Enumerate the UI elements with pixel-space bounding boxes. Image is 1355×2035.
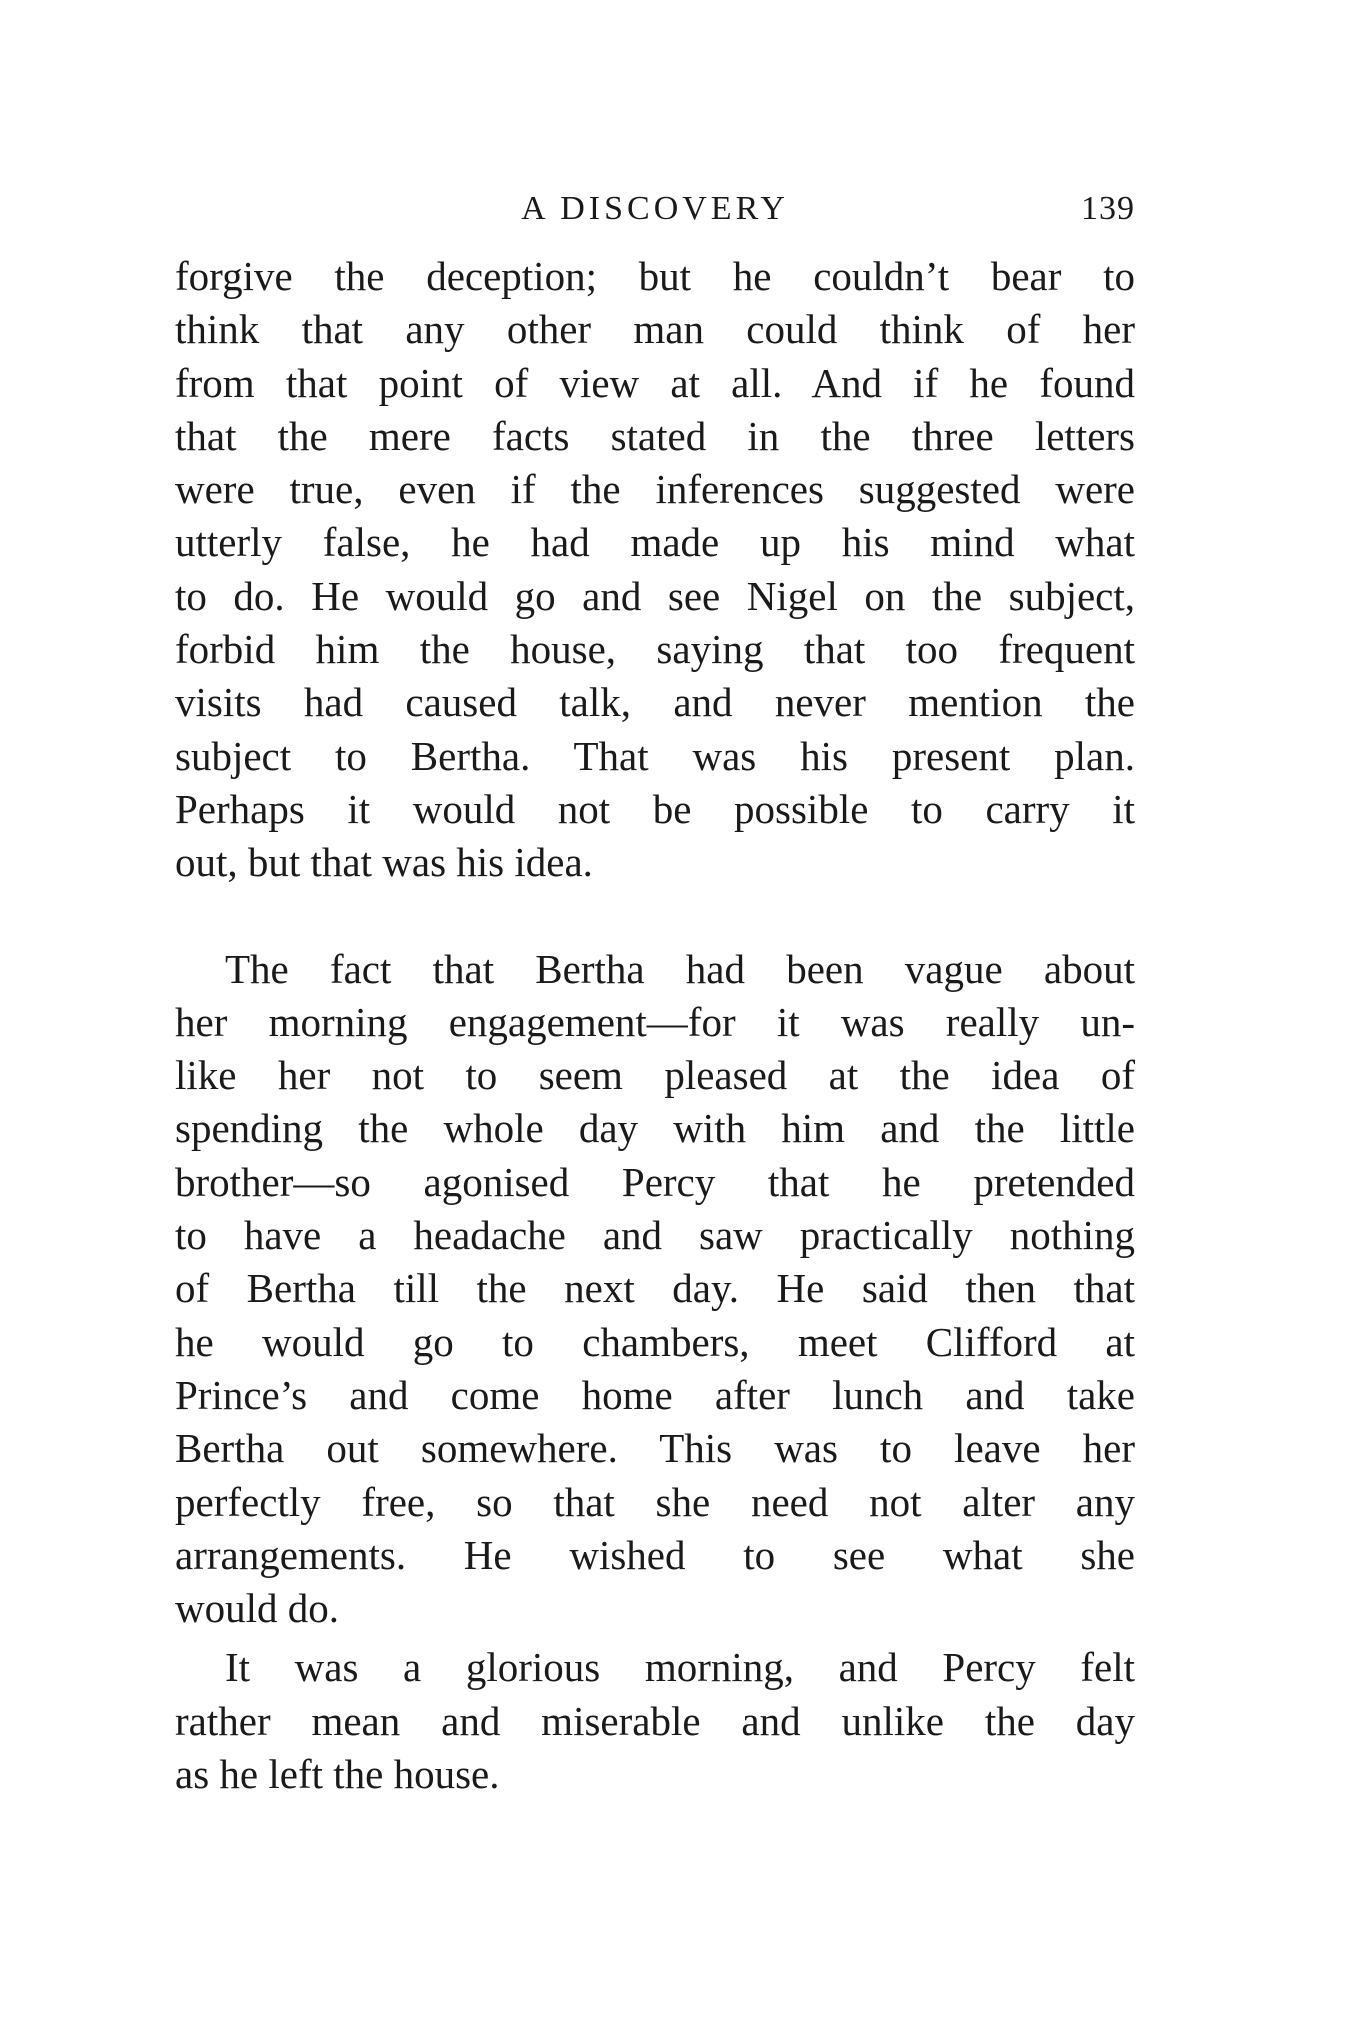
text-line: perfectly free, so that she need not alter any [175,1478,1135,1525]
paragraph-1 [175,250,1135,890]
text-line: brother—so agonised Percy that he pretended [175,1158,1135,1205]
section-break [175,890,1135,943]
text-line: It was a glorious morning, and Percy felt [225,1644,1135,1691]
text-line: Prince’s and come home after lunch and take [175,1371,1135,1418]
text-line: he would go to chambers, meet Clifford at [175,1318,1135,1365]
text-line: her morning engagement—for it was really un- [175,998,1135,1045]
text-line: that the mere facts stated in the three letters [175,412,1135,459]
text-line: utterly false, he had made up his mind what [175,519,1135,566]
text-line: Perhaps it would not be possible to carry it [175,785,1135,832]
text-line: of Bertha till the next day. He said then that [175,1265,1135,1312]
paragraph-3 [175,1641,1135,1801]
text-line: from that point of view at all. And if he found [175,359,1135,406]
text-line: as he left the house. [175,1751,500,1798]
text-line: like her not to seem pleased at the idea of [175,1052,1135,1099]
text-line: visits had caused talk, and never mention the [175,679,1135,726]
text-line: think that any other man could think of her [175,306,1135,353]
text-line: Bertha out somewhere. This was to leave her [175,1425,1135,1472]
text-line: rather mean and miserable and unlike the day [175,1697,1135,1744]
text-line: spending the whole day with him and the little [175,1105,1135,1152]
page-number: 139 [1081,190,1135,227]
running-title: A DISCOVERY [521,190,789,227]
text-line: out, but that was his idea. [175,839,593,886]
text-line: to have a headache and saw practically nothing [175,1212,1135,1259]
text-line: The fact that Bertha had been vague about [225,945,1135,992]
paragraph-2 [175,943,1135,1636]
text-line: forgive the deception; but he couldn’t bear to [175,253,1135,299]
page-body [175,250,1135,1801]
text-line: were true, even if the inferences suggested were [175,466,1135,513]
text-line: arrangements. He wished to see what she [175,1531,1135,1578]
running-head [175,190,1135,234]
text-line: to do. He would go and see Nigel on the subject, [175,572,1135,619]
text-line: would do. [175,1585,339,1632]
text-line: forbid him the house, saying that too frequent [175,626,1135,673]
text-line: subject to Bertha. That was his present plan. [175,732,1135,779]
